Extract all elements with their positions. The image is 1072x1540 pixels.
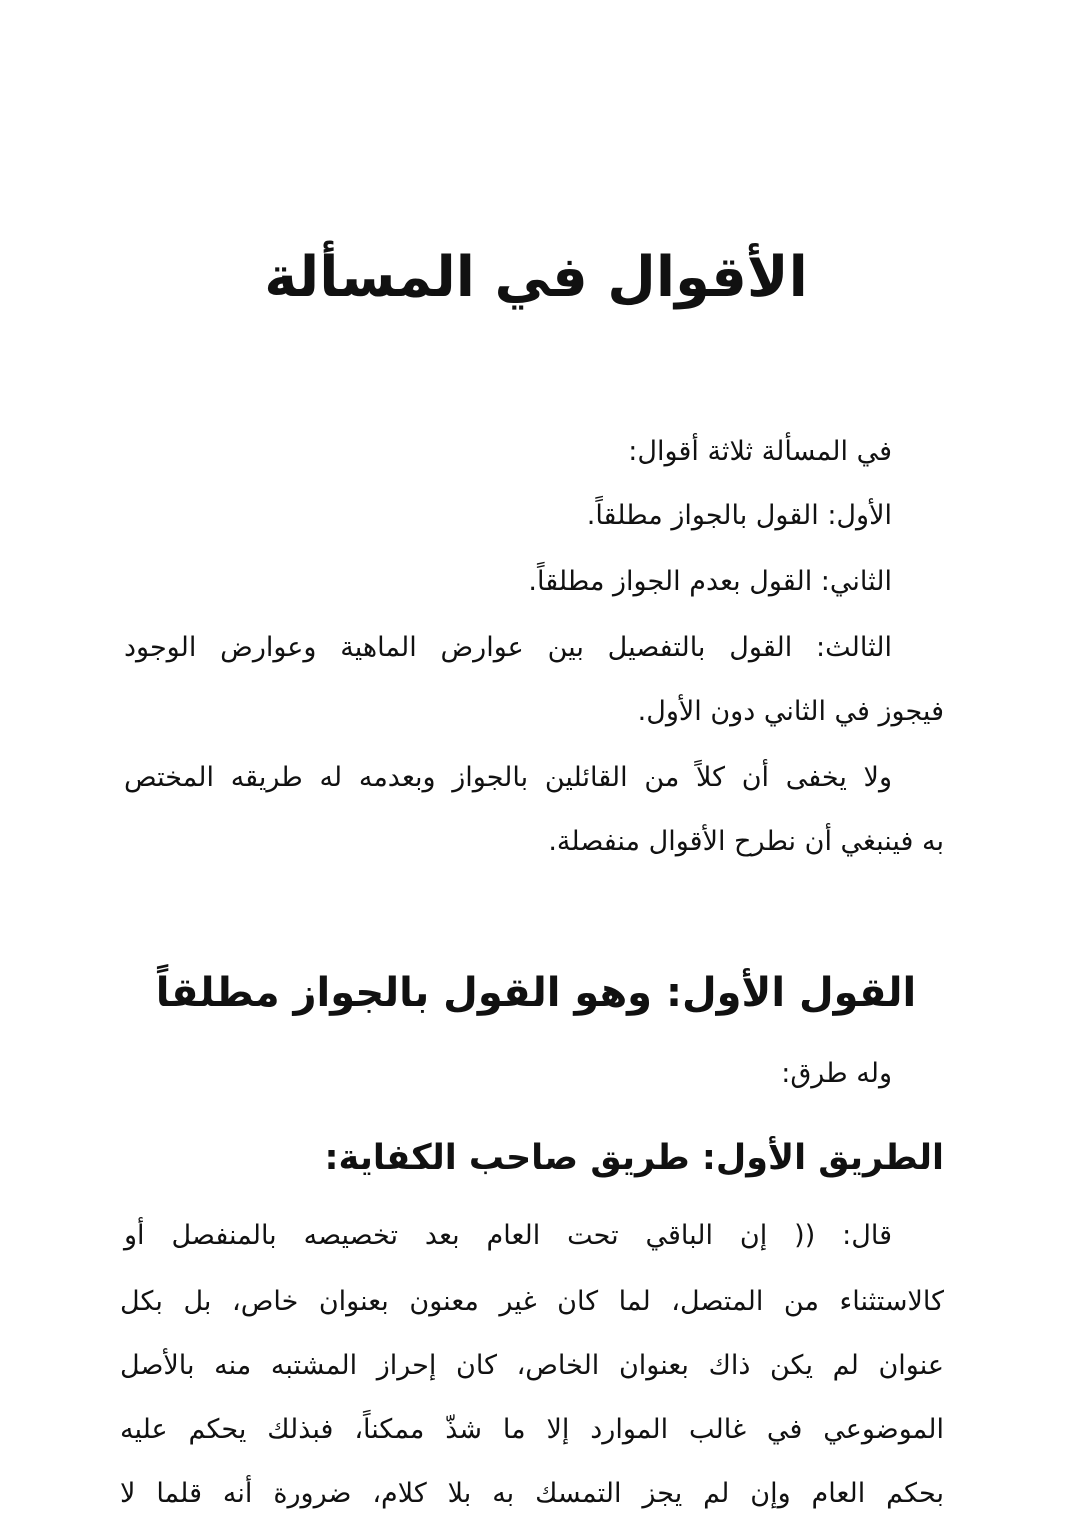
quote-line-5: بحكم العام وإن لم يجز التمسك به بلا كلام، ضرورة أنه قلما لا (120, 1478, 944, 1509)
quote-line-3: عنوان لم يكن ذاك بعنوان الخاص، كان إحراز المشتبه منه بالأصل (120, 1350, 944, 1381)
section-title: القول الأول: وهو القول بالجواز مطلقاً (155, 970, 917, 1016)
page-title: الأقوال في المسألة (264, 245, 808, 310)
intro-third-opinion-line-2: فيجوز في الثاني دون الأول. (637, 696, 944, 727)
intro-first-opinion: الأول: القول بالجواز مطلقاً. (586, 500, 892, 531)
quote-line-4: الموضوعي في غالب الموارد إلا ما شذّ ممكناً، فبذلك يحكم عليه (120, 1414, 944, 1445)
section-lead: وله طرق: (781, 1058, 892, 1089)
intro-lead: في المسألة ثلاثة أقوال: (628, 436, 892, 467)
quote-line-2: كالاستثناء من المتصل، لما كان غير معنون بعنوان خاص، بل بكل (120, 1286, 944, 1317)
intro-second-opinion: الثاني: القول بعدم الجواز مطلقاً. (528, 566, 892, 597)
intro-note-line-1: ولا يخفى أن كلاً من القائلين بالجواز وبعدمه له طريقه المختص (124, 762, 892, 793)
intro-note-line-2: به فينبغي أن نطرح الأقوال منفصلة. (548, 826, 944, 857)
quote-line-1: قال: (( إن الباقي تحت العام بعد تخصيصه بالمنفصل أو (124, 1220, 892, 1251)
subsection-title: الطريق الأول: طريق صاحب الكفاية: (324, 1138, 944, 1178)
intro-third-opinion-line-1: الثالث: القول بالتفصيل بين عوارض الماهية وعوارض الوجود (124, 632, 892, 663)
